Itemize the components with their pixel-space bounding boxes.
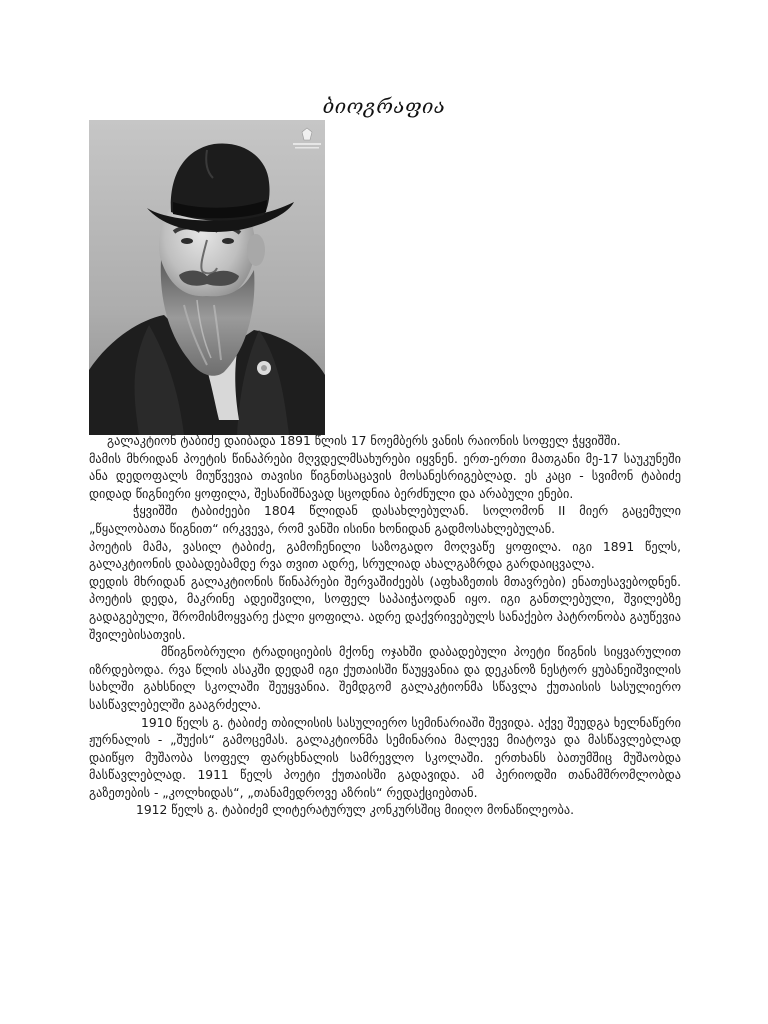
- biography-text: [89, 433, 681, 820]
- paragraph-birth: გალაკტიონ ტაბიძე დაიბადა 1891 წლის 17 ნოემბერს ვანის რაიონის სოფელ ჭყვიშში.: [107, 434, 621, 448]
- paragraph-mother: დედის მხრიდან გალაკტიონის წინაპრები შერვაშიძეებს (აფხაზეთის მთავრები) ენათესავებოდნენ. პოეტის დედა, მაკრინე ადეიშვილი, სოფელ საპაიჭაოდან იყო. იგი განთლებული, შვილებზე გადაგებული, შრომისმოყვარე ქალი ყოფილა. ადრე დაქვრივებულს სანაქებო პატრონობა გაუწევია შვილებისათვის.: [89, 574, 681, 642]
- paragraph-competition: 1912 წელს გ. ტაბიძემ ლიტერატურულ კონკურსშიც მიიღო მონაწილეობა.: [136, 803, 575, 818]
- paragraph-seminary: 1910 წელს გ. ტაბიძე თბილისის სასულიერო სემინარიაში შევიდა. აქვე შეუდგა ხელნაწერი ჟურნალის - „შუქის“ გამოცემას. გალაკტიონმა სემინარია მალევე მიატოვა და მასწავლებლად დაიწყო მუშაობა სოფელ ფარცხნალის სამრევლო სკოლაში. ერთხანს ბათუმშიც მუშაობდა მასწავლებლად. 1911 წელს პოეტი ქუთაისში გადავიდა. ამ პერიოდში თანამშრომლობდა გაზეთების - „კოლხიდას“, „თანამედროვე აზრის“ რედაქციებთან.: [89, 715, 681, 800]
- paragraph-chkvishi: ჭყვიშში ტაბიძეები 1804 წლიდან დასახლებულან. სოლომონ II მიერ გაცემული „წყალობათა წიგნით“ ირკვევა, რომ ვანში ისინი ხონიდან გადმოსახლებულან.: [89, 504, 681, 536]
- paragraph-paternal-ancestors: მამის მხრიდან პოეტის წინაპრები მღვდელმსახურები იყვნენ. ერთ-ერთი მათგანი მე-17 საუკუნეში ანა დედოფალს მიუწვევია თავისი წიგნთსაცავის მოსანესრიგებლად. ეს კაცი - სვიმონ ტაბიძე დიდად წიგნიერი ყოფილა, შესანიშნავად სცოდნია ბერძნული და არაბული ენები.: [89, 451, 681, 501]
- portrait-photo: [89, 120, 325, 435]
- page-title: ბიოგრაფია: [322, 94, 446, 118]
- paragraph-education: მწიგნობრული ტრადიციების მქონე ოჯახში დაბადებული პოეტი წიგნის სიყვარულით იზრდებოდა. რვა წლის ასაკში დედამ იგი ქუთაისში წაუყვანია და დეკანოზ ნესტორ ყუბანეიშვილის სახლში გახსნილ სკოლაში შეუყვანია. შემდგომ გალაკტიონმა სწავლა ქუთაისის სასულიერო სასწავლებელში გააგრძელა.: [89, 645, 681, 712]
- paragraph-father: პოეტის მამა, ვასილ ტაბიძე, გამოჩენილი საზოგადო მოღვაწე ყოფილა. იგი 1891 წელს, გალაკტიონის დაბადებამდე რვა თვით ადრე, სრულიად ახალგაზრდა გარდაიცვალა.: [89, 539, 681, 572]
